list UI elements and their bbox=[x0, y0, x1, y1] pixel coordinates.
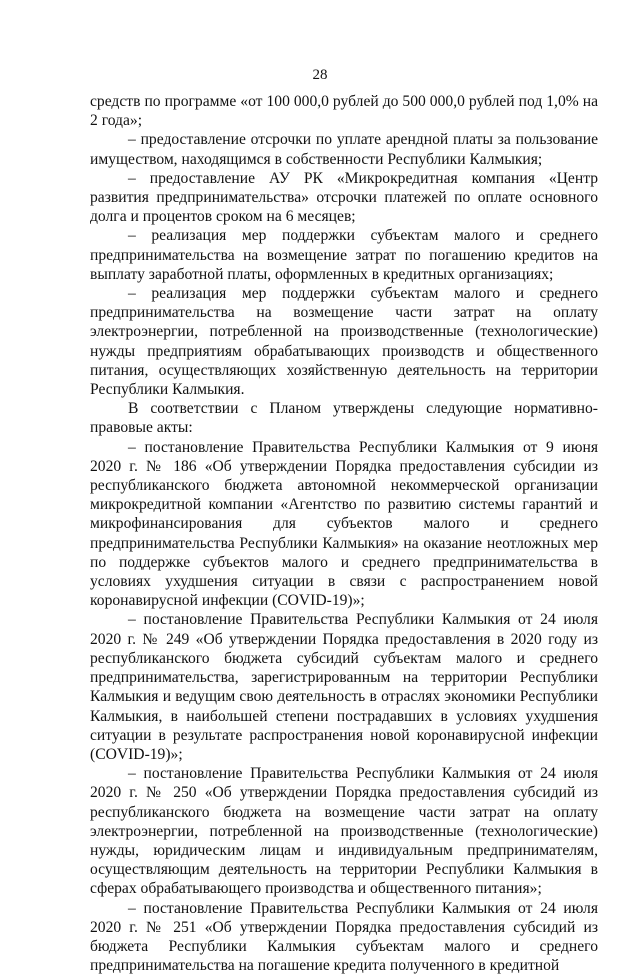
paragraph: – реализация мер поддержки субъектам малого и среднего предпринимательства на возмещение затрат по погашению кредитов на выплату заработной платы, оформленных в кредитных организациях; bbox=[90, 227, 598, 283]
paragraph: – предоставление АУ РК «Микрокредитная компания «Центр развития предпринимательства» отсрочки платежей по оплате основного долга и процентов сроком на 6 месяцев; bbox=[90, 169, 598, 226]
paragraph: – постановление Правительства Республики Калмыкия от 24 июля 2020 г. № 249 «Об утверждении Порядка предоставления в 2020 году из республиканского бюджета субсидий субъектам малого и среднего предпринимательства, зарегистрированным на территории Республики Калмыкия и ведущим свою деятельность в отраслях экономики Республики Калмыкия, в наибольшей степени пострадавших в условиях ухудшения ситуации в результате распространения новой коронавирусной инфекции (COVID-19)»; bbox=[90, 611, 598, 763]
page-number: 28 bbox=[312, 67, 328, 83]
paragraph: В соответствии с Планом утверждены следующие нормативно-правовые акты: bbox=[90, 400, 598, 437]
paragraph: – постановление Правительства Республики Калмыкия от 24 июля 2020 г. № 250 «Об утверждении Порядка предоставления субсидий из республиканского бюджета на возмещение части затрат на оплату электроэнергии, потребленной на производственные (технологические) нужды, юридическим лицам и индивидуальным предпринимателям, осуществляющим деятельность на территории Республики Калмыкия в сферах обрабатывающего производства и общественного питания»; bbox=[90, 765, 598, 898]
paragraph: средств по программе «от 100 000,0 рублей до 500 000,0 рублей под 1,0% на 2 года»; bbox=[90, 93, 598, 130]
paragraph: – постановление Правительства Республики Калмыкия от 24 июля 2020 г. № 251 «Об утверждении Порядка предоставления субсидий из бюджета Республики Калмыкия субъектам малого и среднего предпринимательства на погашение кредита полученного в кредитной bbox=[90, 899, 598, 975]
document-body bbox=[90, 92, 598, 975]
paragraph: – постановление Правительства Республики Калмыкия от 9 июня 2020 г. № 186 «Об утверждении Порядка предоставления субсидии из республиканского бюджета автономной некоммерческой организации микрокредитной компании «Агентство по развитию системы гарантий и микрофинансирования для субъектов малого и среднего предпринимательства Республики Калмыкия» на оказание неотложных мер по поддержке субъектов малого и среднего предпринимательства в условиях ухудшения ситуации в связи с распространением новой коронавирусной инфекции (COVID-19)»; bbox=[90, 438, 598, 610]
paragraph: – предоставление отсрочки по уплате арендной платы за пользование имуществом, находящимся в собственности Республики Калмыкия; bbox=[90, 131, 598, 168]
paragraph: – реализация мер поддержки субъектам малого и среднего предпринимательства на возмещение части затрат на оплату электроэнергии, потребленной на производственные (технологические) нужды предприятиям обрабатывающих производств и общественного питания, осуществляющих хозяйственную деятельность на территории Республики Калмыкия. bbox=[90, 285, 598, 399]
